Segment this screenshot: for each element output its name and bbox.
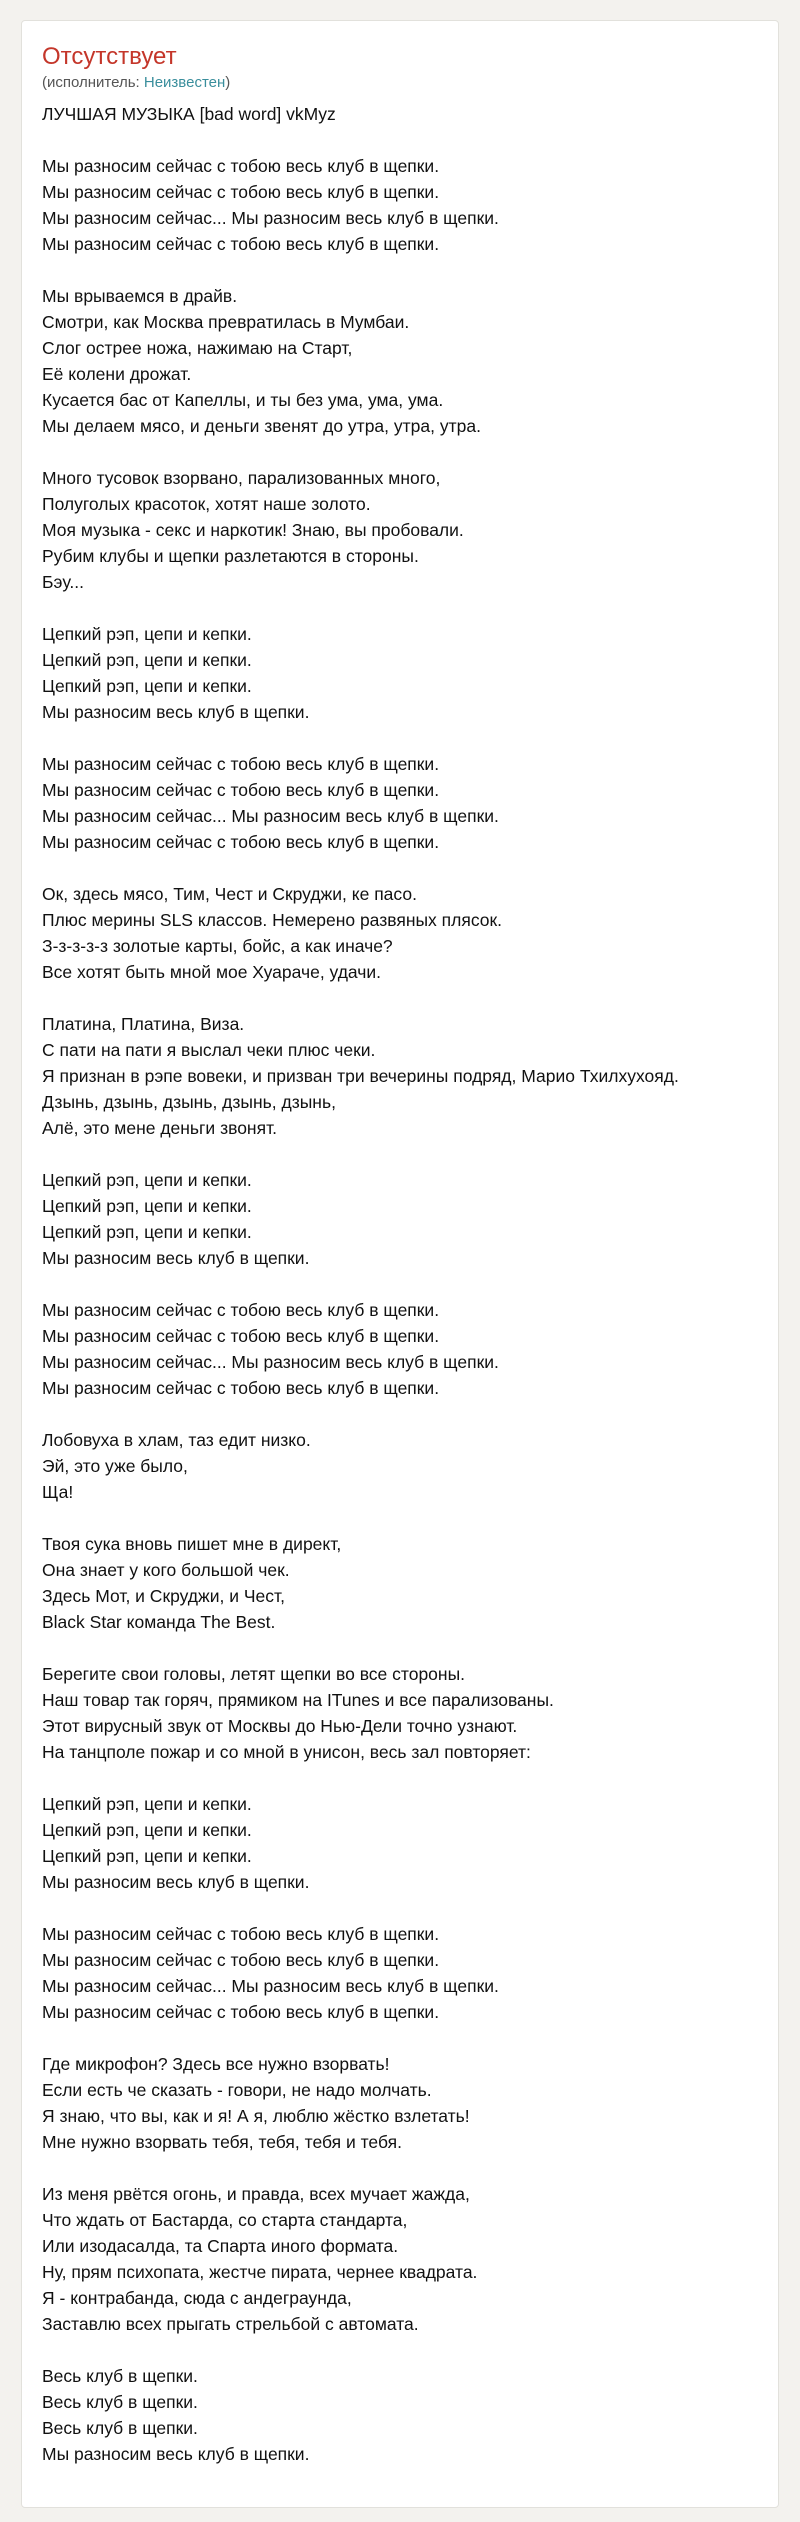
lyric-line: Мы разносим сейчас с тобою весь клуб в щепки.: [42, 1924, 440, 1944]
lyric-line: Мы разносим сейчас с тобою весь клуб в щепки.: [42, 234, 440, 254]
artist-prefix: (исполнитель:: [42, 74, 144, 91]
lyric-line: Что ждать от Бастарда, со старта стандарта,: [42, 2210, 408, 2230]
lyrics-stanza: [42, 1011, 760, 1141]
lyric-line: Весь клуб в щепки.: [42, 2366, 198, 2386]
lyrics-stanza: [42, 1791, 760, 1895]
lyric-line: Black Star команда The Best.: [42, 1612, 276, 1632]
lyrics-stanza: [42, 1921, 760, 2025]
lyric-line: Цепкий рэп, цепи и кепки.: [42, 1170, 252, 1190]
lyric-line: Мы разносим сейчас... Мы разносим весь клуб в щепки.: [42, 806, 499, 826]
lyric-line: Этот вирусный звук от Москвы до Нью-Дели точно узнают.: [42, 1716, 518, 1736]
lyric-line: Мы разносим сейчас с тобою весь клуб в щепки.: [42, 1300, 440, 1320]
lyric-line: Слог острее ножа, нажимаю на Старт,: [42, 338, 353, 358]
lyric-line: Мы разносим сейчас с тобою весь клуб в щепки.: [42, 780, 440, 800]
artist-line: [42, 73, 760, 93]
lyric-line: Цепкий рэп, цепи и кепки.: [42, 1820, 252, 1840]
artist-suffix: ): [225, 74, 231, 91]
lyric-line: Или изодасалда, та Спарта иного формата.: [42, 2236, 399, 2256]
lyric-line: Мы разносим сейчас с тобою весь клуб в щепки.: [42, 156, 440, 176]
lyric-line: Цепкий рэп, цепи и кепки.: [42, 1794, 252, 1814]
lyrics-header: ЛУЧШАЯ МУЗЫКА [bad word] vkMyz: [42, 104, 336, 124]
lyrics-stanza: [42, 1297, 760, 1401]
lyric-line: Она знает у кого большой чек.: [42, 1560, 290, 1580]
lyric-line: Я признан в рэпе вовеки, и призван три вечерины подряд, Марио Тхилхухояд.: [42, 1066, 679, 1086]
lyric-line: Я знаю, что вы, как и я! А я, люблю жёстко взлетать!: [42, 2106, 470, 2126]
lyrics-stanza: [42, 1427, 760, 1505]
lyric-line: Смотри, как Москва превратилась в Мумбаи.: [42, 312, 410, 332]
lyric-line: Её колени дрожат.: [42, 364, 192, 384]
lyric-line: Цепкий рэп, цепи и кепки.: [42, 676, 252, 696]
lyric-line: Из меня рвётся огонь, и правда, всех мучает жажда,: [42, 2184, 470, 2204]
lyrics-stanza: [42, 153, 760, 257]
lyric-line: Кусается бас от Капеллы, и ты без ума, ума, ума.: [42, 390, 444, 410]
lyric-line: Цепкий рэп, цепи и кепки.: [42, 1846, 252, 1866]
lyric-line: Рубим клубы и щепки разлетаются в стороны.: [42, 546, 419, 566]
lyric-line: Цепкий рэп, цепи и кепки.: [42, 1222, 252, 1242]
lyric-line: Мы разносим сейчас... Мы разносим весь клуб в щепки.: [42, 1352, 499, 1372]
lyric-line: Мы разносим весь клуб в щепки.: [42, 1872, 310, 1892]
lyric-line: На танцполе пожар и со мной в унисон, весь зал повторяет:: [42, 1742, 531, 1762]
lyric-line: Мы врываемся в драйв.: [42, 286, 238, 306]
lyric-line: Мы разносим сейчас с тобою весь клуб в щепки.: [42, 832, 440, 852]
lyric-line: Мы разносим сейчас с тобою весь клуб в щепки.: [42, 1326, 440, 1346]
lyric-line: Если есть че сказать - говори, не надо молчать.: [42, 2080, 432, 2100]
lyric-line: Мы разносим сейчас с тобою весь клуб в щепки.: [42, 754, 440, 774]
lyrics-card: [21, 20, 779, 2508]
lyrics-stanza: [42, 2181, 760, 2337]
lyric-line: Мы разносим весь клуб в щепки.: [42, 1248, 310, 1268]
lyrics-stanza: [42, 621, 760, 725]
lyric-line: Эй, это уже было,: [42, 1456, 188, 1476]
lyric-line: Ща!: [42, 1482, 74, 1502]
lyrics-stanza: [42, 283, 760, 439]
lyric-line: Все хотят быть мной мое Хуараче, удачи.: [42, 962, 382, 982]
lyric-line: Мы разносим сейчас с тобою весь клуб в щепки.: [42, 182, 440, 202]
lyrics-stanza: [42, 1167, 760, 1271]
lyrics-stanza: [42, 1661, 760, 1765]
lyrics-stanza: [42, 2363, 760, 2467]
lyric-line: Полуголых красоток, хотят наше золото.: [42, 494, 371, 514]
lyric-line: Цепкий рэп, цепи и кепки.: [42, 624, 252, 644]
lyrics-stanza: [42, 881, 760, 985]
lyric-line: Цепкий рэп, цепи и кепки.: [42, 650, 252, 670]
song-title: Отсутствует: [42, 43, 177, 70]
lyric-line: Ок, здесь мясо, Тим, Чест и Скруджи, ке пасо.: [42, 884, 417, 904]
lyric-line: Моя музыка - секс и наркотик! Знаю, вы пробовали.: [42, 520, 464, 540]
lyrics-body: [42, 101, 760, 2467]
lyric-line: Мы разносим сейчас с тобою весь клуб в щепки.: [42, 1950, 440, 1970]
lyric-line: Мне нужно взорвать тебя, тебя, тебя и тебя.: [42, 2132, 402, 2152]
lyric-line: Дзынь, дзынь, дзынь, дзынь, дзынь,: [42, 1092, 336, 1112]
lyric-line: Цепкий рэп, цепи и кепки.: [42, 1196, 252, 1216]
lyric-line: Берегите свои головы, летят щепки во все стороны.: [42, 1664, 466, 1684]
lyric-line: Мы разносим сейчас с тобою весь клуб в щепки.: [42, 2002, 440, 2022]
lyric-line: Я - контрабанда, сюда с андеграунда,: [42, 2288, 352, 2308]
lyric-line: Плюс мерины SLS классов. Немерено развяных плясок.: [42, 910, 503, 930]
lyric-line: З-з-з-з-з золотые карты, бойс, а как иначе?: [42, 936, 393, 956]
lyric-line: Твоя сука вновь пишет мне в директ,: [42, 1534, 342, 1554]
lyric-line: Здесь Мот, и Скруджи, и Чест,: [42, 1586, 285, 1606]
lyric-line: Ну, прям психопата, жестче пирата, чернее квадрата.: [42, 2262, 478, 2282]
lyric-line: Мы разносим весь клуб в щепки.: [42, 702, 310, 722]
lyric-line: Мы делаем мясо, и деньги звенят до утра, утра, утра.: [42, 416, 481, 436]
lyric-line: Весь клуб в щепки.: [42, 2418, 198, 2438]
artist-link[interactable]: Неизвестен: [143, 74, 226, 91]
lyric-line: Весь клуб в щепки.: [42, 2392, 198, 2412]
lyric-line: Мы разносим весь клуб в щепки.: [42, 2444, 310, 2464]
lyric-line: Много тусовок взорвано, парализованных много,: [42, 468, 441, 488]
lyrics-stanza: [42, 465, 760, 595]
lyric-line: Заставлю всех прыгать стрельбой с автомата.: [42, 2314, 419, 2334]
lyric-line: Мы разносим сейчас... Мы разносим весь клуб в щепки.: [42, 1976, 499, 1996]
lyrics-stanza: [42, 751, 760, 855]
lyric-line: Где микрофон? Здесь все нужно взорвать!: [42, 2054, 390, 2074]
lyric-line: Платина, Платина, Виза.: [42, 1014, 245, 1034]
lyric-line: Мы разносим сейчас с тобою весь клуб в щепки.: [42, 1378, 440, 1398]
lyric-line: Мы разносим сейчас... Мы разносим весь клуб в щепки.: [42, 208, 499, 228]
lyrics-header-stanza: [42, 101, 760, 127]
lyrics-stanza: [42, 1531, 760, 1635]
lyric-line: Наш товар так горяч, прямиком на ITunes и все парализованы.: [42, 1690, 554, 1710]
lyric-line: С пати на пати я выслал чеки плюс чеки.: [42, 1040, 376, 1060]
lyrics-stanza: [42, 2051, 760, 2155]
lyric-line: Бэу...: [42, 572, 84, 592]
lyric-line: Алё, это мене деньги звонят.: [42, 1118, 278, 1138]
lyric-line: Лобовуха в хлам, таз едит низко.: [42, 1430, 311, 1450]
